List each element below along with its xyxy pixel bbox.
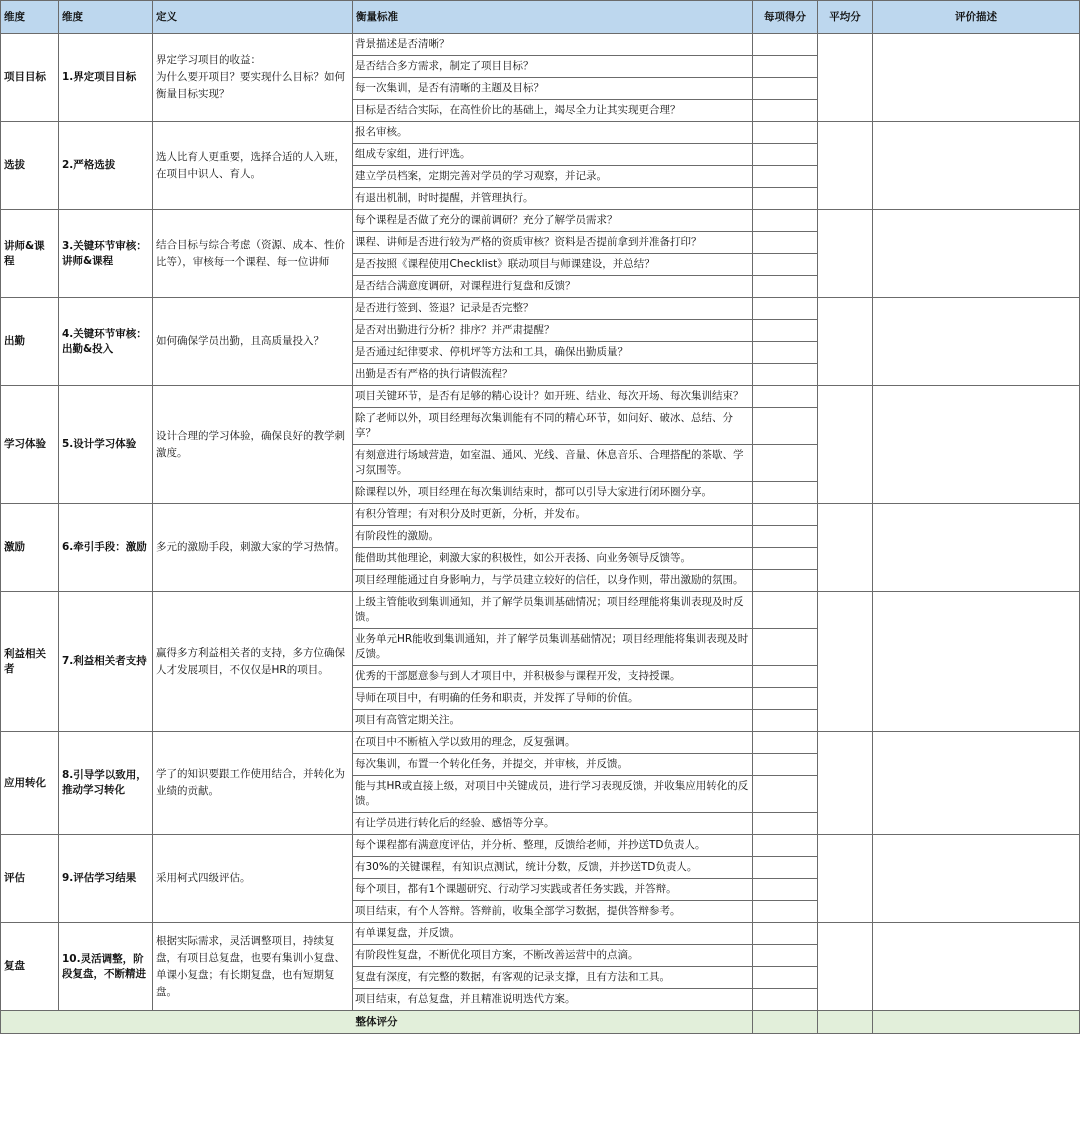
dimension-cell: 学习体验 <box>1 386 59 504</box>
score-cell[interactable] <box>753 122 818 144</box>
average-cell[interactable] <box>818 34 873 122</box>
criteria-cell: 项目结束，有总复盘，并且精准说明迭代方案。 <box>353 989 753 1011</box>
dimension-cell: 应用转化 <box>1 732 59 835</box>
score-cell[interactable] <box>753 276 818 298</box>
criteria-cell: 课程、讲师是否进行较为严格的资质审核？资料是否提前拿到并准备打印？ <box>353 232 753 254</box>
criteria-cell: 是否结合满意度调研，对课程进行复盘和反馈？ <box>353 276 753 298</box>
score-cell[interactable] <box>753 989 818 1011</box>
score-cell[interactable] <box>753 592 818 629</box>
criteria-cell: 项目关键环节，是否有足够的精心设计？如开班、结业、每次开场、每次集训结束？ <box>353 386 753 408</box>
dimension-cell: 项目目标 <box>1 34 59 122</box>
score-cell[interactable] <box>753 776 818 813</box>
description-cell[interactable] <box>873 34 1080 122</box>
score-cell[interactable] <box>753 210 818 232</box>
sub-dimension-cell: 4.关键环节审核：出勤&投入 <box>59 298 153 386</box>
criteria-cell: 出勤是否有严格的执行请假流程？ <box>353 364 753 386</box>
criteria-cell: 是否按照《课程使用Checklist》联动项目与师课建设，并总结？ <box>353 254 753 276</box>
criteria-row <box>1 122 1080 144</box>
definition-cell: 界定学习项目的收益： 为什么要开项目？要实现什么目标？如何衡量目标实现？ <box>153 34 353 122</box>
header-average: 平均分 <box>818 1 873 34</box>
header-criteria: 衡量标准 <box>353 1 753 34</box>
average-cell[interactable] <box>818 923 873 1011</box>
criteria-cell: 能借助其他理论，刺激大家的积极性，如公开表扬、向业务领导反馈等。 <box>353 548 753 570</box>
dimension-cell: 选拔 <box>1 122 59 210</box>
score-cell[interactable] <box>753 901 818 923</box>
criteria-cell: 是否进行签到、签退？记录是否完整？ <box>353 298 753 320</box>
criteria-row <box>1 923 1080 945</box>
criteria-cell: 有阶段性复盘，不断优化项目方案，不断改善运营中的点滴。 <box>353 945 753 967</box>
definition-cell: 学了的知识要跟工作使用结合，并转化为业绩的贡献。 <box>153 732 353 835</box>
criteria-cell: 有单课复盘，并反馈。 <box>353 923 753 945</box>
criteria-cell: 项目经理能通过自身影响力，与学员建立较好的信任，以身作则，带出激励的氛围。 <box>353 570 753 592</box>
sub-dimension-cell: 1.界定项目目标 <box>59 34 153 122</box>
sub-dimension-cell: 8.引导学以致用，推动学习转化 <box>59 732 153 835</box>
criteria-cell: 组成专家组，进行评选。 <box>353 144 753 166</box>
criteria-cell: 每个课程是否做了充分的课前调研？充分了解学员需求？ <box>353 210 753 232</box>
description-cell[interactable] <box>873 210 1080 298</box>
criteria-cell: 背景描述是否清晰？ <box>353 34 753 56</box>
score-cell[interactable] <box>753 100 818 122</box>
sub-dimension-cell: 6.牵引手段：激励 <box>59 504 153 592</box>
dimension-cell: 评估 <box>1 835 59 923</box>
criteria-cell: 上级主管能收到集训通知，并了解学员集训基础情况；项目经理能将集训表现及时反馈。 <box>353 592 753 629</box>
score-cell[interactable] <box>753 813 818 835</box>
criteria-cell: 目标是否结合实际，在高性价比的基础上，竭尽全力让其实现更合理？ <box>353 100 753 122</box>
dimension-cell: 复盘 <box>1 923 59 1011</box>
score-cell[interactable] <box>753 666 818 688</box>
score-cell[interactable] <box>753 967 818 989</box>
score-cell[interactable] <box>753 732 818 754</box>
criteria-cell: 是否通过纪律要求、停机坪等方法和工具，确保出勤质量？ <box>353 342 753 364</box>
criteria-cell: 复盘有深度，有完整的数据，有客观的记录支撑，且有方法和工具。 <box>353 967 753 989</box>
sub-dimension-cell: 2.严格选拔 <box>59 122 153 210</box>
score-cell[interactable] <box>753 629 818 666</box>
sub-dimension-cell: 5.设计学习体验 <box>59 386 153 504</box>
description-cell[interactable] <box>873 592 1080 732</box>
definition-cell: 结合目标与综合考虑（资源、成本、性价比等），审核每一个课程、每一位讲师 <box>153 210 353 298</box>
criteria-cell: 项目有高管定期关注。 <box>353 710 753 732</box>
criteria-cell: 每一次集训，是否有清晰的主题及目标？ <box>353 78 753 100</box>
criteria-cell: 有阶段性的激励。 <box>353 526 753 548</box>
header-row <box>1 1 1080 34</box>
dimension-cell: 讲师&课程 <box>1 210 59 298</box>
average-cell[interactable] <box>818 210 873 298</box>
average-cell[interactable] <box>818 592 873 732</box>
score-cell[interactable] <box>753 548 818 570</box>
score-cell[interactable] <box>753 342 818 364</box>
criteria-cell: 有30%的关键课程，有知识点测试，统计分数，反馈，并抄送TD负责人。 <box>353 857 753 879</box>
criteria-cell: 有让学员进行转化后的经验、感悟等分享。 <box>353 813 753 835</box>
average-cell[interactable] <box>818 732 873 835</box>
criteria-cell: 除课程以外，项目经理在每次集训结束时，都可以引导大家进行闭环圈分享。 <box>353 482 753 504</box>
score-cell[interactable] <box>753 570 818 592</box>
dimension-cell: 利益相关者 <box>1 592 59 732</box>
criteria-cell: 有退出机制，时时提醒，并管理执行。 <box>353 188 753 210</box>
criteria-cell: 建立学员档案，定期完善对学员的学习观察，并记录。 <box>353 166 753 188</box>
criteria-row <box>1 298 1080 320</box>
average-cell[interactable] <box>818 835 873 923</box>
score-cell[interactable] <box>753 879 818 901</box>
sub-dimension-cell: 9.评估学习结果 <box>59 835 153 923</box>
overall-average-cell[interactable] <box>818 1011 873 1034</box>
score-cell[interactable] <box>753 710 818 732</box>
description-cell[interactable] <box>873 386 1080 504</box>
criteria-row <box>1 592 1080 629</box>
criteria-cell: 项目结束，有个人答辩。答辩前，收集全部学习数据，提供答辩参考。 <box>353 901 753 923</box>
score-cell[interactable] <box>753 78 818 100</box>
header-sub-dimension: 维度 <box>59 1 153 34</box>
criteria-cell: 每个课程都有满意度评估，并分析、整理，反馈给老师，并抄送TD负责人。 <box>353 835 753 857</box>
score-cell[interactable] <box>753 166 818 188</box>
score-cell[interactable] <box>753 482 818 504</box>
score-cell[interactable] <box>753 688 818 710</box>
sub-dimension-cell: 10.灵活调整，阶段复盘，不断精进 <box>59 923 153 1011</box>
score-cell[interactable] <box>753 923 818 945</box>
overall-label: 整体评分 <box>1 1011 753 1034</box>
criteria-cell: 每次集训，布置一个转化任务，并提交，并审核，并反馈。 <box>353 754 753 776</box>
criteria-row <box>1 210 1080 232</box>
score-cell[interactable] <box>753 188 818 210</box>
definition-cell: 选人比育人更重要，选择合适的人入班，在项目中识人、育人。 <box>153 122 353 210</box>
score-cell[interactable] <box>753 857 818 879</box>
criteria-cell: 除了老师以外，项目经理每次集训能有不同的精心环节，如问好、破冰、总结、分享？ <box>353 408 753 445</box>
dimension-cell: 出勤 <box>1 298 59 386</box>
sub-dimension-cell: 3.关键环节审核：讲师&课程 <box>59 210 153 298</box>
score-cell[interactable] <box>753 754 818 776</box>
score-cell[interactable] <box>753 364 818 386</box>
sub-dimension-cell: 7.利益相关者支持 <box>59 592 153 732</box>
header-definition: 定义 <box>153 1 353 34</box>
score-cell[interactable] <box>753 254 818 276</box>
definition-cell: 赢得多方利益相关者的支持，多方位确保人才发展项目，不仅仅是HR的项目。 <box>153 592 353 732</box>
score-cell[interactable] <box>753 386 818 408</box>
criteria-row <box>1 835 1080 857</box>
criteria-cell: 在项目中不断植入学以致用的理念，反复强调。 <box>353 732 753 754</box>
header-dimension: 维度 <box>1 1 59 34</box>
score-cell[interactable] <box>753 56 818 78</box>
definition-cell: 采用柯式四级评估。 <box>153 835 353 923</box>
criteria-cell: 是否结合多方需求，制定了项目目标？ <box>353 56 753 78</box>
header-description: 评价描述 <box>873 1 1080 34</box>
criteria-cell: 每个项目，都有1个课题研究、行动学习实践或者任务实践，并答辩。 <box>353 879 753 901</box>
description-cell[interactable] <box>873 122 1080 210</box>
definition-cell: 如何确保学员出勤，且高质量投入？ <box>153 298 353 386</box>
criteria-cell: 是否对出勤进行分析？排序？并严肃提醒？ <box>353 320 753 342</box>
description-cell[interactable] <box>873 923 1080 1011</box>
criteria-cell: 业务单元HR能收到集训通知，并了解学员集训基础情况；项目经理能将集训表现及时反馈。 <box>353 629 753 666</box>
criteria-cell: 能与其HR或直接上级，对项目中关键成员，进行学习表现反馈，并收集应用转化的反馈。 <box>353 776 753 813</box>
overall-description-cell[interactable] <box>873 1011 1080 1034</box>
description-cell[interactable] <box>873 504 1080 592</box>
criteria-cell: 有积分管理；有对积分及时更新，分析，并发布。 <box>353 504 753 526</box>
score-cell[interactable] <box>753 298 818 320</box>
average-cell[interactable] <box>818 298 873 386</box>
definition-cell: 根据实际需求，灵活调整项目，持续复盘，有项目总复盘，也要有集训小复盘、单课小复盘；有长期复盘，也有短期复盘。 <box>153 923 353 1011</box>
criteria-row <box>1 732 1080 754</box>
average-cell[interactable] <box>818 504 873 592</box>
definition-cell: 多元的激励手段，刺激大家的学习热情。 <box>153 504 353 592</box>
criteria-row <box>1 386 1080 408</box>
score-cell[interactable] <box>753 408 818 445</box>
criteria-cell: 优秀的干部愿意参与到人才项目中，并积极参与课程开发，支持授课。 <box>353 666 753 688</box>
score-cell[interactable] <box>753 835 818 857</box>
criteria-row <box>1 34 1080 56</box>
score-cell[interactable] <box>753 320 818 342</box>
dimension-cell: 激励 <box>1 504 59 592</box>
average-cell[interactable] <box>818 386 873 504</box>
criteria-cell: 导师在项目中，有明确的任务和职责，并发挥了导师的价值。 <box>353 688 753 710</box>
criteria-row <box>1 504 1080 526</box>
score-cell[interactable] <box>753 144 818 166</box>
criteria-cell: 报名审核。 <box>353 122 753 144</box>
header-score: 每项得分 <box>753 1 818 34</box>
description-cell[interactable] <box>873 732 1080 835</box>
score-cell[interactable] <box>753 504 818 526</box>
score-cell[interactable] <box>753 526 818 548</box>
score-cell[interactable] <box>753 445 818 482</box>
table-body <box>1 34 1080 1011</box>
score-cell[interactable] <box>753 34 818 56</box>
score-cell[interactable] <box>753 232 818 254</box>
definition-cell: 设计合理的学习体验，确保良好的教学刺激度。 <box>153 386 353 504</box>
average-cell[interactable] <box>818 122 873 210</box>
overall-row <box>1 1011 1080 1034</box>
description-cell[interactable] <box>873 298 1080 386</box>
description-cell[interactable] <box>873 835 1080 923</box>
score-cell[interactable] <box>753 945 818 967</box>
criteria-cell: 有刻意进行场域营造，如室温、通风、光线、音量、休息音乐、合理搭配的茶歇、学习氛围等。 <box>353 445 753 482</box>
overall-score-cell[interactable] <box>753 1011 818 1034</box>
